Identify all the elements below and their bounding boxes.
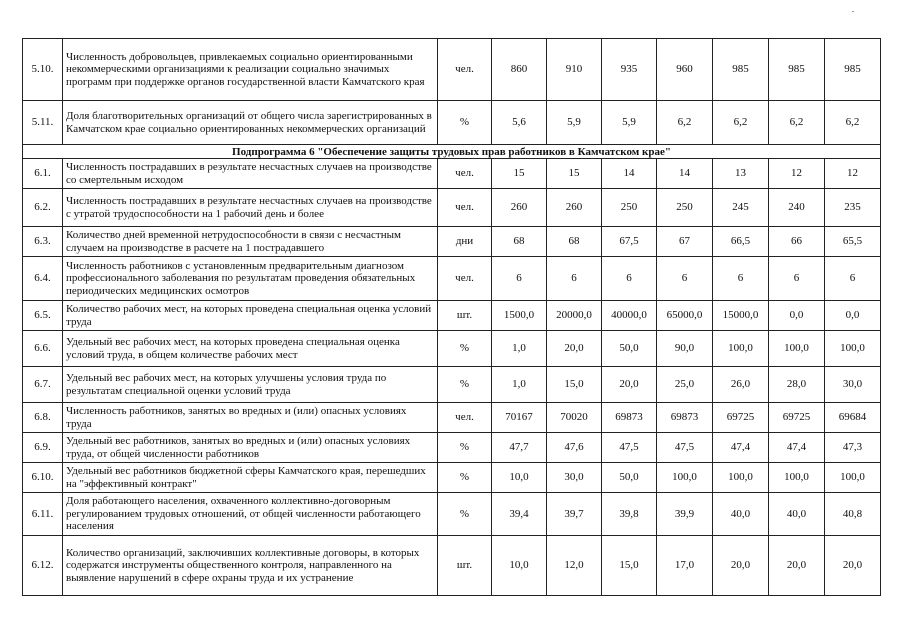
indicator-value: 20,0 [769,536,825,596]
row-number: 6.8. [23,403,63,433]
unit-of-measure: % [438,493,492,536]
unit-of-measure: шт. [438,536,492,596]
indicator-value: 12 [769,159,825,189]
unit-of-measure: дни [438,227,492,257]
indicator-value: 15 [547,159,602,189]
indicator-value: 6 [769,257,825,301]
indicator-value: 1,0 [492,331,547,367]
indicator-name: Численность работников с установленным предварительным диагнозом профессионального заболевания по результатам проведения обязательных периодических медицинских осмотров [63,257,438,301]
indicator-value: 0,0 [825,301,881,331]
row-number: 6.10. [23,463,63,493]
indicator-value: 20,0 [547,331,602,367]
indicator-value: 100,0 [769,331,825,367]
row-number: 6.7. [23,367,63,403]
indicator-value: 15,0 [602,536,657,596]
table-row [23,433,881,463]
indicator-value: 6 [825,257,881,301]
indicator-value: 40,0 [713,493,769,536]
indicator-value: 100,0 [657,463,713,493]
indicator-value: 6 [657,257,713,301]
unit-of-measure: % [438,463,492,493]
table-row [23,331,881,367]
indicator-value: 15000,0 [713,301,769,331]
indicator-value: 30,0 [825,367,881,403]
indicator-value: 39,7 [547,493,602,536]
table-row [23,101,881,145]
indicator-value: 6,2 [657,101,713,145]
indicator-value: 935 [602,39,657,101]
subprogram-title: Подпрограмма 6 "Обеспечение защиты трудовых прав работников в Камчатском крае" [23,145,881,159]
indicator-value: 0,0 [769,301,825,331]
indicator-name: Численность пострадавших в результате несчастных случаев на производстве с утратой трудоспособности на 1 рабочий день и более [63,189,438,227]
row-number: 6.4. [23,257,63,301]
indicator-value: 985 [825,39,881,101]
indicator-value: 90,0 [657,331,713,367]
indicator-value: 100,0 [713,331,769,367]
indicator-value: 39,9 [657,493,713,536]
indicator-value: 12,0 [547,536,602,596]
indicator-value: 69873 [657,403,713,433]
indicator-name: Количество дней временной нетрудоспособности в связи с несчастным случаем на производстве в расчете на 1 пострадавшего [63,227,438,257]
row-number: 6.5. [23,301,63,331]
indicator-value: 240 [769,189,825,227]
indicator-value: 39,8 [602,493,657,536]
indicator-value: 5,6 [492,101,547,145]
indicator-value: 47,4 [769,433,825,463]
subprogram-header-row [23,145,881,159]
indicator-value: 30,0 [547,463,602,493]
row-number: 6.2. [23,189,63,227]
unit-of-measure: % [438,101,492,145]
indicator-value: 260 [547,189,602,227]
indicator-value: 20000,0 [547,301,602,331]
indicator-value: 1500,0 [492,301,547,331]
indicator-value: 69725 [713,403,769,433]
table-row [23,189,881,227]
indicator-value: 69873 [602,403,657,433]
row-number: 5.11. [23,101,63,145]
indicator-value: 235 [825,189,881,227]
indicator-value: 47,6 [547,433,602,463]
indicator-value: 67 [657,227,713,257]
indicator-name: Удельный вес работников бюджетной сферы Камчатского края, перешедших на "эффективный контракт" [63,463,438,493]
indicator-name: Численность работников, занятых во вредных и (или) опасных условиях труда [63,403,438,433]
indicator-name: Количество рабочих мест, на которых проведена специальная оценка условий труда [63,301,438,331]
indicator-value: 66 [769,227,825,257]
indicator-value: 40000,0 [602,301,657,331]
indicator-value: 50,0 [602,331,657,367]
indicator-value: 860 [492,39,547,101]
indicator-name: Удельный вес работников, занятых во вредных и (или) опасных условиях труда, от общей численности работников [63,433,438,463]
indicators-table [22,38,881,596]
indicator-value: 12 [825,159,881,189]
indicator-value: 20,0 [713,536,769,596]
row-number: 6.6. [23,331,63,367]
indicator-value: 6,2 [825,101,881,145]
indicator-value: 20,0 [602,367,657,403]
indicator-value: 20,0 [825,536,881,596]
indicator-value: 960 [657,39,713,101]
row-number: 6.9. [23,433,63,463]
indicator-value: 70020 [547,403,602,433]
indicator-value: 39,4 [492,493,547,536]
indicator-value: 68 [547,227,602,257]
indicator-value: 10,0 [492,536,547,596]
indicator-value: 100,0 [769,463,825,493]
unit-of-measure: чел. [438,189,492,227]
indicator-value: 14 [657,159,713,189]
indicator-value: 6 [602,257,657,301]
indicator-value: 65,5 [825,227,881,257]
table-row [23,227,881,257]
unit-of-measure: % [438,433,492,463]
indicator-value: 47,5 [657,433,713,463]
indicator-value: 69725 [769,403,825,433]
row-number: 6.1. [23,159,63,189]
indicator-name: Доля благотворительных организаций от общего числа зарегистрированных в Камчатском крае социально ориентированных некоммерческих организаций [63,101,438,145]
indicator-value: 245 [713,189,769,227]
indicator-value: 68 [492,227,547,257]
unit-of-measure: % [438,331,492,367]
indicator-value: 10,0 [492,463,547,493]
indicator-name: Удельный вес рабочих мест, на которых проведена специальная оценка условий труда, в общем количестве рабочих мест [63,331,438,367]
indicator-value: 100,0 [825,463,881,493]
table-row [23,159,881,189]
indicator-value: 65000,0 [657,301,713,331]
indicator-value: 13 [713,159,769,189]
indicator-value: 6,2 [769,101,825,145]
indicator-value: 66,5 [713,227,769,257]
indicator-value: 40,8 [825,493,881,536]
indicator-value: 47,4 [713,433,769,463]
table-row [23,301,881,331]
indicator-value: 14 [602,159,657,189]
indicator-value: 47,3 [825,433,881,463]
table-row [23,493,881,536]
indicator-value: 100,0 [825,331,881,367]
row-number: 5.10. [23,39,63,101]
indicator-value: 250 [657,189,713,227]
unit-of-measure: чел. [438,403,492,433]
indicator-value: 100,0 [713,463,769,493]
row-number: 6.11. [23,493,63,536]
indicator-value: 6 [492,257,547,301]
page-mark [852,11,854,12]
table-row [23,257,881,301]
indicator-value: 50,0 [602,463,657,493]
indicator-value: 17,0 [657,536,713,596]
row-number: 6.12. [23,536,63,596]
indicator-value: 910 [547,39,602,101]
table-row [23,39,881,101]
unit-of-measure: % [438,367,492,403]
indicator-name: Количество организаций, заключивших коллективные договоры, в которых содержатся инструменты общественного контроля, направленного на выявление нарушений в сфере охраны труда и их устранение [63,536,438,596]
indicator-value: 985 [769,39,825,101]
row-number: 6.3. [23,227,63,257]
indicator-value: 250 [602,189,657,227]
indicator-name: Численность добровольцев, привлекаемых социально ориентированными некоммерческими организациями к реализации социально значимых программ при поддержке органов государственной власти Камчатского края [63,39,438,101]
table-row [23,367,881,403]
indicator-value: 260 [492,189,547,227]
indicator-value: 5,9 [547,101,602,145]
indicator-value: 40,0 [769,493,825,536]
indicator-value: 26,0 [713,367,769,403]
indicator-value: 6 [547,257,602,301]
indicator-value: 5,9 [602,101,657,145]
indicator-name: Доля работающего населения, охваченного коллективно-договорным регулированием трудовых отношений, от общей численности работающего населения [63,493,438,536]
indicator-value: 15,0 [547,367,602,403]
unit-of-measure: чел. [438,39,492,101]
table-body [23,39,881,596]
unit-of-measure: шт. [438,301,492,331]
indicator-name: Численность пострадавших в результате несчастных случаев на производстве со смертельным исходом [63,159,438,189]
indicator-value: 47,7 [492,433,547,463]
unit-of-measure: чел. [438,159,492,189]
table-row [23,536,881,596]
indicator-value: 70167 [492,403,547,433]
indicator-value: 985 [713,39,769,101]
indicator-value: 6 [713,257,769,301]
indicator-value: 6,2 [713,101,769,145]
indicator-name: Удельный вес рабочих мест, на которых улучшены условия труда по результатам специальной оценки условий труда [63,367,438,403]
indicator-value: 28,0 [769,367,825,403]
table-row [23,463,881,493]
indicator-value: 69684 [825,403,881,433]
indicator-value: 67,5 [602,227,657,257]
table-row [23,403,881,433]
indicator-value: 15 [492,159,547,189]
indicator-value: 47,5 [602,433,657,463]
indicator-value: 25,0 [657,367,713,403]
unit-of-measure: чел. [438,257,492,301]
indicator-value: 1,0 [492,367,547,403]
